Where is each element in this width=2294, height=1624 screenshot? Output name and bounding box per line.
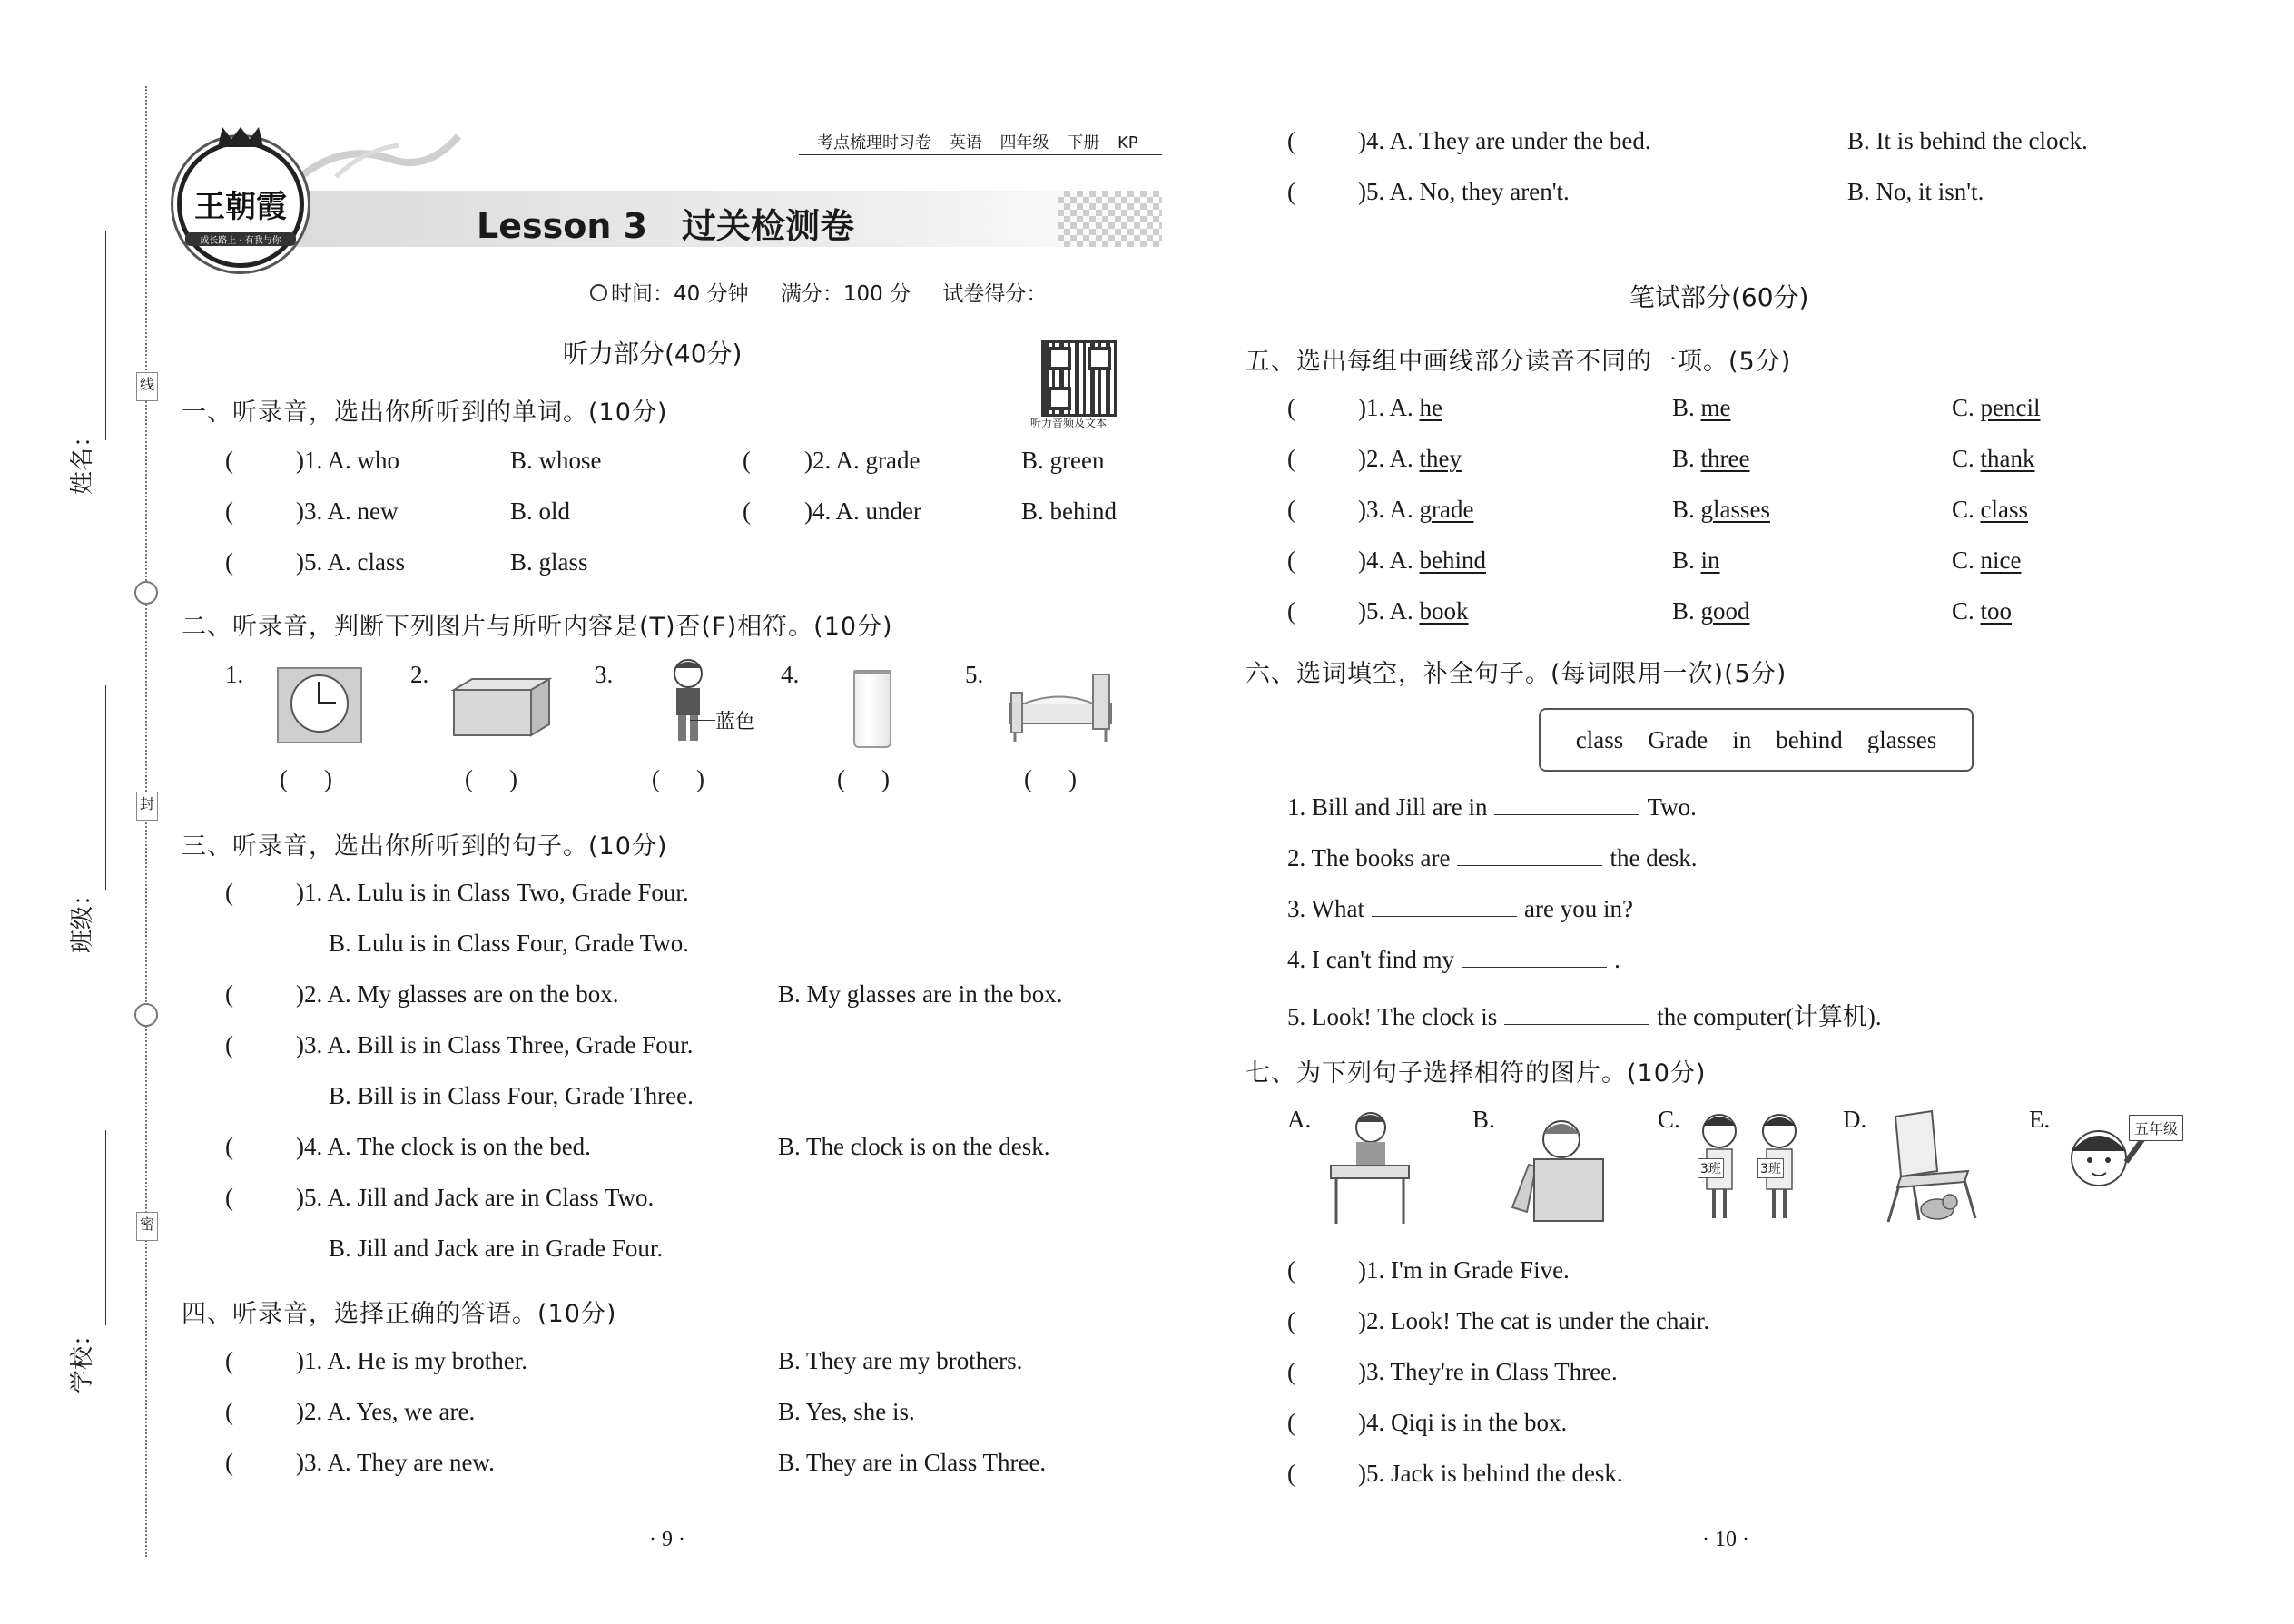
s2-label-5: 5. <box>965 661 984 688</box>
section-2-title: 二、听录音，判断下列图片与所听内容是(T)否(F)相符。(10分) <box>182 613 893 641</box>
s5-item-4[interactable]: ( )4. A. behind <box>1287 546 1486 574</box>
s3-item-2-a[interactable]: ( )2. A. My glasses are on the box. <box>225 980 619 1008</box>
section-7-title: 七、为下列句子选择相符的图片。(10分) <box>1245 1059 1707 1088</box>
s4-item-4-a[interactable]: ( )4. A. They are under the bed. <box>1287 127 1651 154</box>
s6-item-4: 4. I can't find my . <box>1287 946 1620 973</box>
s2-answer-1[interactable]: ( ) <box>280 765 332 792</box>
s7-item-2[interactable]: ( )2. Look! The cat is under the chair. <box>1287 1307 1710 1334</box>
exam-score-label: 试卷得分： <box>942 282 1048 306</box>
s3-item-4-a[interactable]: ( )4. A. The clock is on the bed. <box>225 1133 591 1160</box>
s2-label-1: 1. <box>225 661 244 688</box>
s2-label-2: 2. <box>410 661 429 688</box>
s3-item-1-a[interactable]: ( )1. A. Lulu is in Class Two, Grade Four. <box>225 879 689 906</box>
color-pointer <box>690 720 715 721</box>
s1-item-4[interactable]: ( )4. A. under <box>743 497 921 525</box>
s6-item-3: 3. What are you in? <box>1287 895 1633 922</box>
s3-item-5-b: B. Jill and Jack are in Grade Four. <box>329 1235 664 1262</box>
header-series: 考点梳理时习卷 <box>817 133 931 153</box>
s5-item-1-b: B. me <box>1672 394 1731 421</box>
s5-item-1-c: C. pencil <box>1952 394 2041 421</box>
s7-item-1[interactable]: ( )1. I'm in Grade Five. <box>1287 1256 1570 1284</box>
brand-logo <box>177 141 304 268</box>
clock-icon <box>590 284 607 301</box>
class-label: 班级： <box>69 881 96 953</box>
school-field[interactable] <box>64 1130 118 1403</box>
page-number-right: · 10 · <box>1702 1528 1749 1551</box>
s6-blank-4[interactable] <box>1462 947 1607 968</box>
section-6-title: 六、选词填空，补全句子。(每词限用一次)(5分) <box>1245 660 1787 688</box>
s6-blank-3[interactable] <box>1372 896 1517 917</box>
s2-answer-4[interactable]: ( ) <box>837 765 890 792</box>
s2-answer-5[interactable]: ( ) <box>1024 765 1077 792</box>
s4-item-1-a[interactable]: ( )1. A. He is my brother. <box>225 1347 527 1374</box>
s5-item-3-c: C. class <box>1952 496 2028 523</box>
exam-time: 时间：40 分钟 <box>611 282 749 306</box>
qr-caption: 听力音频及文本 <box>1030 417 1108 429</box>
s2-color-note: 蓝色 <box>715 711 756 733</box>
name-label: 姓名： <box>69 423 96 495</box>
bed-picture <box>1006 667 1115 744</box>
s4-item-3-a[interactable]: ( )3. A. They are new. <box>225 1449 495 1476</box>
s3-item-1-b: B. Lulu is in Class Four, Grade Two. <box>329 930 690 957</box>
s1-item-5-b: B. glass <box>510 548 588 576</box>
twins-badge-right: 3班 <box>1757 1158 1784 1178</box>
s5-item-5-b: B. good <box>1672 597 1750 625</box>
header-subject: 英语 <box>949 133 982 153</box>
s2-answer-3[interactable]: ( ) <box>652 765 704 792</box>
s4-item-2-a[interactable]: ( )2. A. Yes, we are. <box>225 1398 476 1425</box>
s3-item-3-a[interactable]: ( )3. A. Bill is in Class Three, Grade Four. <box>225 1031 694 1058</box>
exam-info <box>590 277 1178 307</box>
chair-cat-picture <box>1877 1107 1982 1225</box>
s6-blank-2[interactable] <box>1457 845 1602 866</box>
boy-picture <box>661 655 715 746</box>
twins-badge-left: 3班 <box>1698 1158 1724 1178</box>
header-rule <box>799 154 1162 155</box>
binding-knot-icon <box>134 1003 158 1027</box>
section-3-title: 三、听录音，选出你所听到的句子。(10分) <box>182 832 668 861</box>
s6-blank-1[interactable] <box>1494 794 1639 815</box>
logo-slogan: 成长路上 · 有我与你 <box>185 232 296 246</box>
s7-label-c: C. <box>1658 1106 1680 1133</box>
logo-text: 王朝霞 <box>194 189 287 225</box>
binding-mark-3: 密 <box>136 1212 158 1241</box>
s3-item-4-b: B. The clock is on the desk. <box>778 1133 1050 1160</box>
qr-code[interactable] <box>1041 340 1117 417</box>
s5-item-4-c: C. nice <box>1952 546 2022 574</box>
s4-item-4-b: B. It is behind the clock. <box>1847 127 2088 154</box>
listening-title: 听力部分(40分) <box>563 339 743 369</box>
s5-item-3-b: B. glasses <box>1672 496 1771 523</box>
logo-crown-icon <box>218 127 263 147</box>
school-label: 学校： <box>69 1322 96 1393</box>
s3-item-5-a[interactable]: ( )5. A. Jill and Jack are in Class Two. <box>225 1184 655 1211</box>
ribbon-decoration <box>281 123 463 204</box>
s1-item-4-b: B. behind <box>1021 497 1117 525</box>
clock-picture <box>277 667 362 743</box>
girl-in-box-picture <box>1509 1112 1609 1225</box>
binding-line <box>145 86 147 1557</box>
grade-sign: 五年级 <box>2129 1115 2183 1141</box>
header-volume: 下册 <box>1067 133 1100 153</box>
s5-item-1[interactable]: ( )1. A. he <box>1287 394 1442 421</box>
s7-label-e: E. <box>2029 1106 2051 1133</box>
page-number-left: · 9 · <box>649 1528 685 1551</box>
s6-blank-5[interactable] <box>1504 1004 1649 1025</box>
s4-item-2-b: B. Yes, she is. <box>778 1398 915 1425</box>
s5-item-3[interactable]: ( )3. A. grade <box>1287 496 1474 523</box>
s7-label-b: B. <box>1472 1106 1495 1133</box>
s7-item-4[interactable]: ( )4. Qiqi is in the box. <box>1287 1409 1568 1436</box>
s2-answer-2[interactable]: ( ) <box>465 765 517 792</box>
s1-item-5[interactable]: ( )5. A. class <box>225 548 405 576</box>
s4-item-5-b: B. No, it isn't. <box>1847 178 1984 205</box>
s3-item-2-b: B. My glasses are in the box. <box>778 980 1063 1008</box>
s1-item-3-b: B. old <box>510 497 571 525</box>
word-bank: class Grade in behind glasses <box>1539 708 1974 772</box>
s4-item-3-b: B. They are in Class Three. <box>778 1449 1047 1476</box>
s4-item-5-a[interactable]: ( )5. A. No, they aren't. <box>1287 178 1570 205</box>
boy-behind-desk-picture <box>1327 1107 1413 1225</box>
s5-item-5[interactable]: ( )5. A. book <box>1287 597 1469 625</box>
s6-item-2: 2. The books are the desk. <box>1287 844 1698 871</box>
s5-item-5-c: C. too <box>1952 597 2013 625</box>
s6-item-5: 5. Look! The clock is the computer(计算机). <box>1287 1003 1882 1030</box>
s7-label-d: D. <box>1843 1106 1867 1133</box>
section-4-title: 四、听录音，选择正确的答语。(10分) <box>182 1300 617 1328</box>
s3-item-3-b: B. Bill is in Class Four, Grade Three. <box>329 1082 694 1109</box>
section-5-title: 五、选出每组中画线部分读音不同的一项。(5分) <box>1245 348 1792 376</box>
binding-mark-2: 封 <box>136 792 158 821</box>
s1-item-3[interactable]: ( )3. A. new <box>225 497 399 525</box>
exam-full-score: 满分：100 分 <box>780 282 911 306</box>
s5-item-4-b: B. in <box>1672 546 1720 574</box>
binding-mark-1: 线 <box>136 372 158 401</box>
s7-label-a: A. <box>1287 1106 1312 1133</box>
s1-item-1-b: B. whose <box>510 447 602 474</box>
s7-item-3[interactable]: ( )3. They're in Class Three. <box>1287 1358 1618 1385</box>
class-field[interactable] <box>64 685 118 967</box>
s2-label-4: 4. <box>781 661 800 688</box>
section-1-title: 一、听录音，选出你所听到的单词。(10分) <box>182 399 668 427</box>
s6-item-1: 1. Bill and Jill are in Two. <box>1287 793 1697 821</box>
s5-item-2-b: B. three <box>1672 445 1750 472</box>
s4-item-1-b: B. They are my brothers. <box>778 1347 1023 1374</box>
checker-decoration <box>1058 191 1162 247</box>
s5-item-2-c: C. thank <box>1952 445 2035 472</box>
header-meta <box>817 130 1138 153</box>
box-picture <box>445 672 558 740</box>
s2-label-3: 3. <box>595 661 614 688</box>
written-title: 笔试部分(60分) <box>1629 282 1809 312</box>
s5-item-2[interactable]: ( )2. A. they <box>1287 445 1462 472</box>
s1-item-2[interactable]: ( )2. A. grade <box>743 447 921 474</box>
name-field[interactable] <box>64 231 118 504</box>
s1-item-1[interactable]: ( )1. A. who <box>225 447 399 474</box>
score-input[interactable] <box>1047 281 1178 300</box>
binding-knot-icon <box>134 581 158 605</box>
page-title: Lesson 3 过关检测卷 <box>477 206 855 246</box>
header-edition: KP <box>1117 133 1138 153</box>
s1-item-2-b: B. green <box>1021 447 1105 474</box>
glass-picture <box>853 670 891 748</box>
s7-item-5[interactable]: ( )5. Jack is behind the desk. <box>1287 1460 1623 1487</box>
header-grade: 四年级 <box>999 133 1049 153</box>
